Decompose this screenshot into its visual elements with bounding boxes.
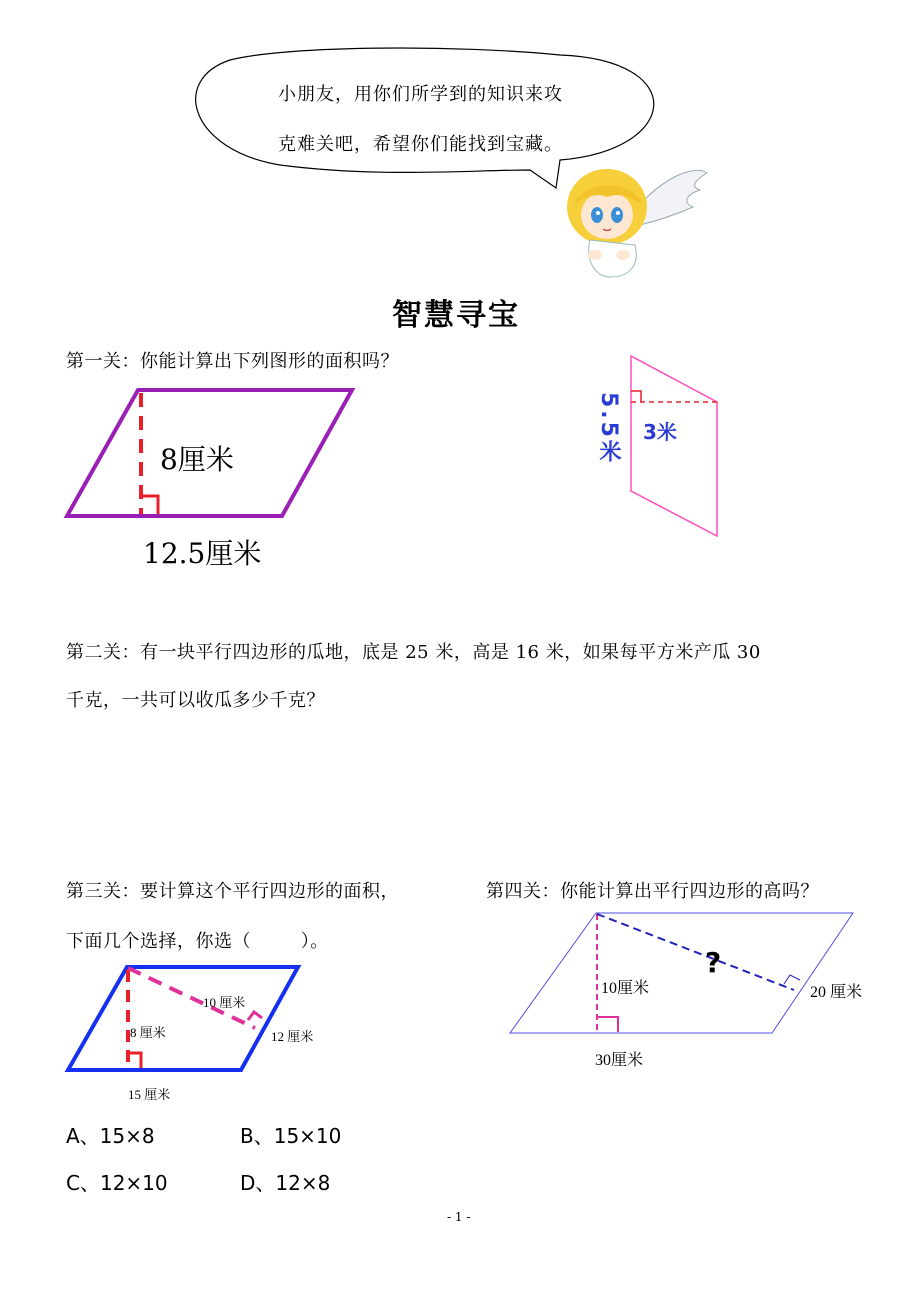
right-angle-mark [597,1017,618,1032]
level4-height-label: 10厘米 [601,980,650,997]
level4-question: 第四关：你能计算出平行四边形的高吗？ [486,881,819,902]
option-b: B、15×10 [240,1124,342,1148]
bubble-line-2: 克难关吧，希望你们能找到宝藏。 [278,134,563,155]
level1-question: 第一关：你能计算出下列图形的面积吗？ [66,351,399,372]
right-angle-mark-diag [784,975,800,984]
level4-base-label: 30厘米 [595,1052,644,1069]
fig2-height-label: 3米 [643,420,677,444]
option-c: C、12×10 [66,1171,168,1195]
bubble-line-1: 小朋友，用你们所学到的知识来攻 [278,84,563,105]
option-a: A、15×8 [66,1124,155,1148]
level3-side-label: 12 厘米 [271,1029,314,1044]
option-d: D、12×8 [240,1171,331,1195]
fig1-base-label: 12.5厘米 [143,537,262,570]
level4-unknown-label: ? [705,946,722,979]
fig2-side-label: 5.5米 [596,392,621,465]
level2-line-1: 第二关：有一块平行四边形的瓜地，底是 25 米，高是 16 米，如果每平方米产瓜 30 [66,642,761,663]
parallelogram-thin [510,913,853,1033]
level3-diag-label: 10 厘米 [203,995,246,1010]
level3-question-line-2: 下面几个选择，你选（ ）。 [66,931,329,952]
page-title: 智慧寻宝 [392,298,520,333]
level2-line-2: 千克，一共可以收瓜多少千克？ [66,690,325,711]
level3-base-label: 15 厘米 [128,1087,171,1102]
level3-height-label: 8 厘米 [130,1025,166,1040]
page-number: - 1 - [447,1210,471,1224]
level4-side-label: 20 厘米 [810,984,863,1001]
level3-question-line-1: 第三关：要计算这个平行四边形的面积， [66,881,399,902]
fig1-height-label: 8厘米 [160,443,234,476]
